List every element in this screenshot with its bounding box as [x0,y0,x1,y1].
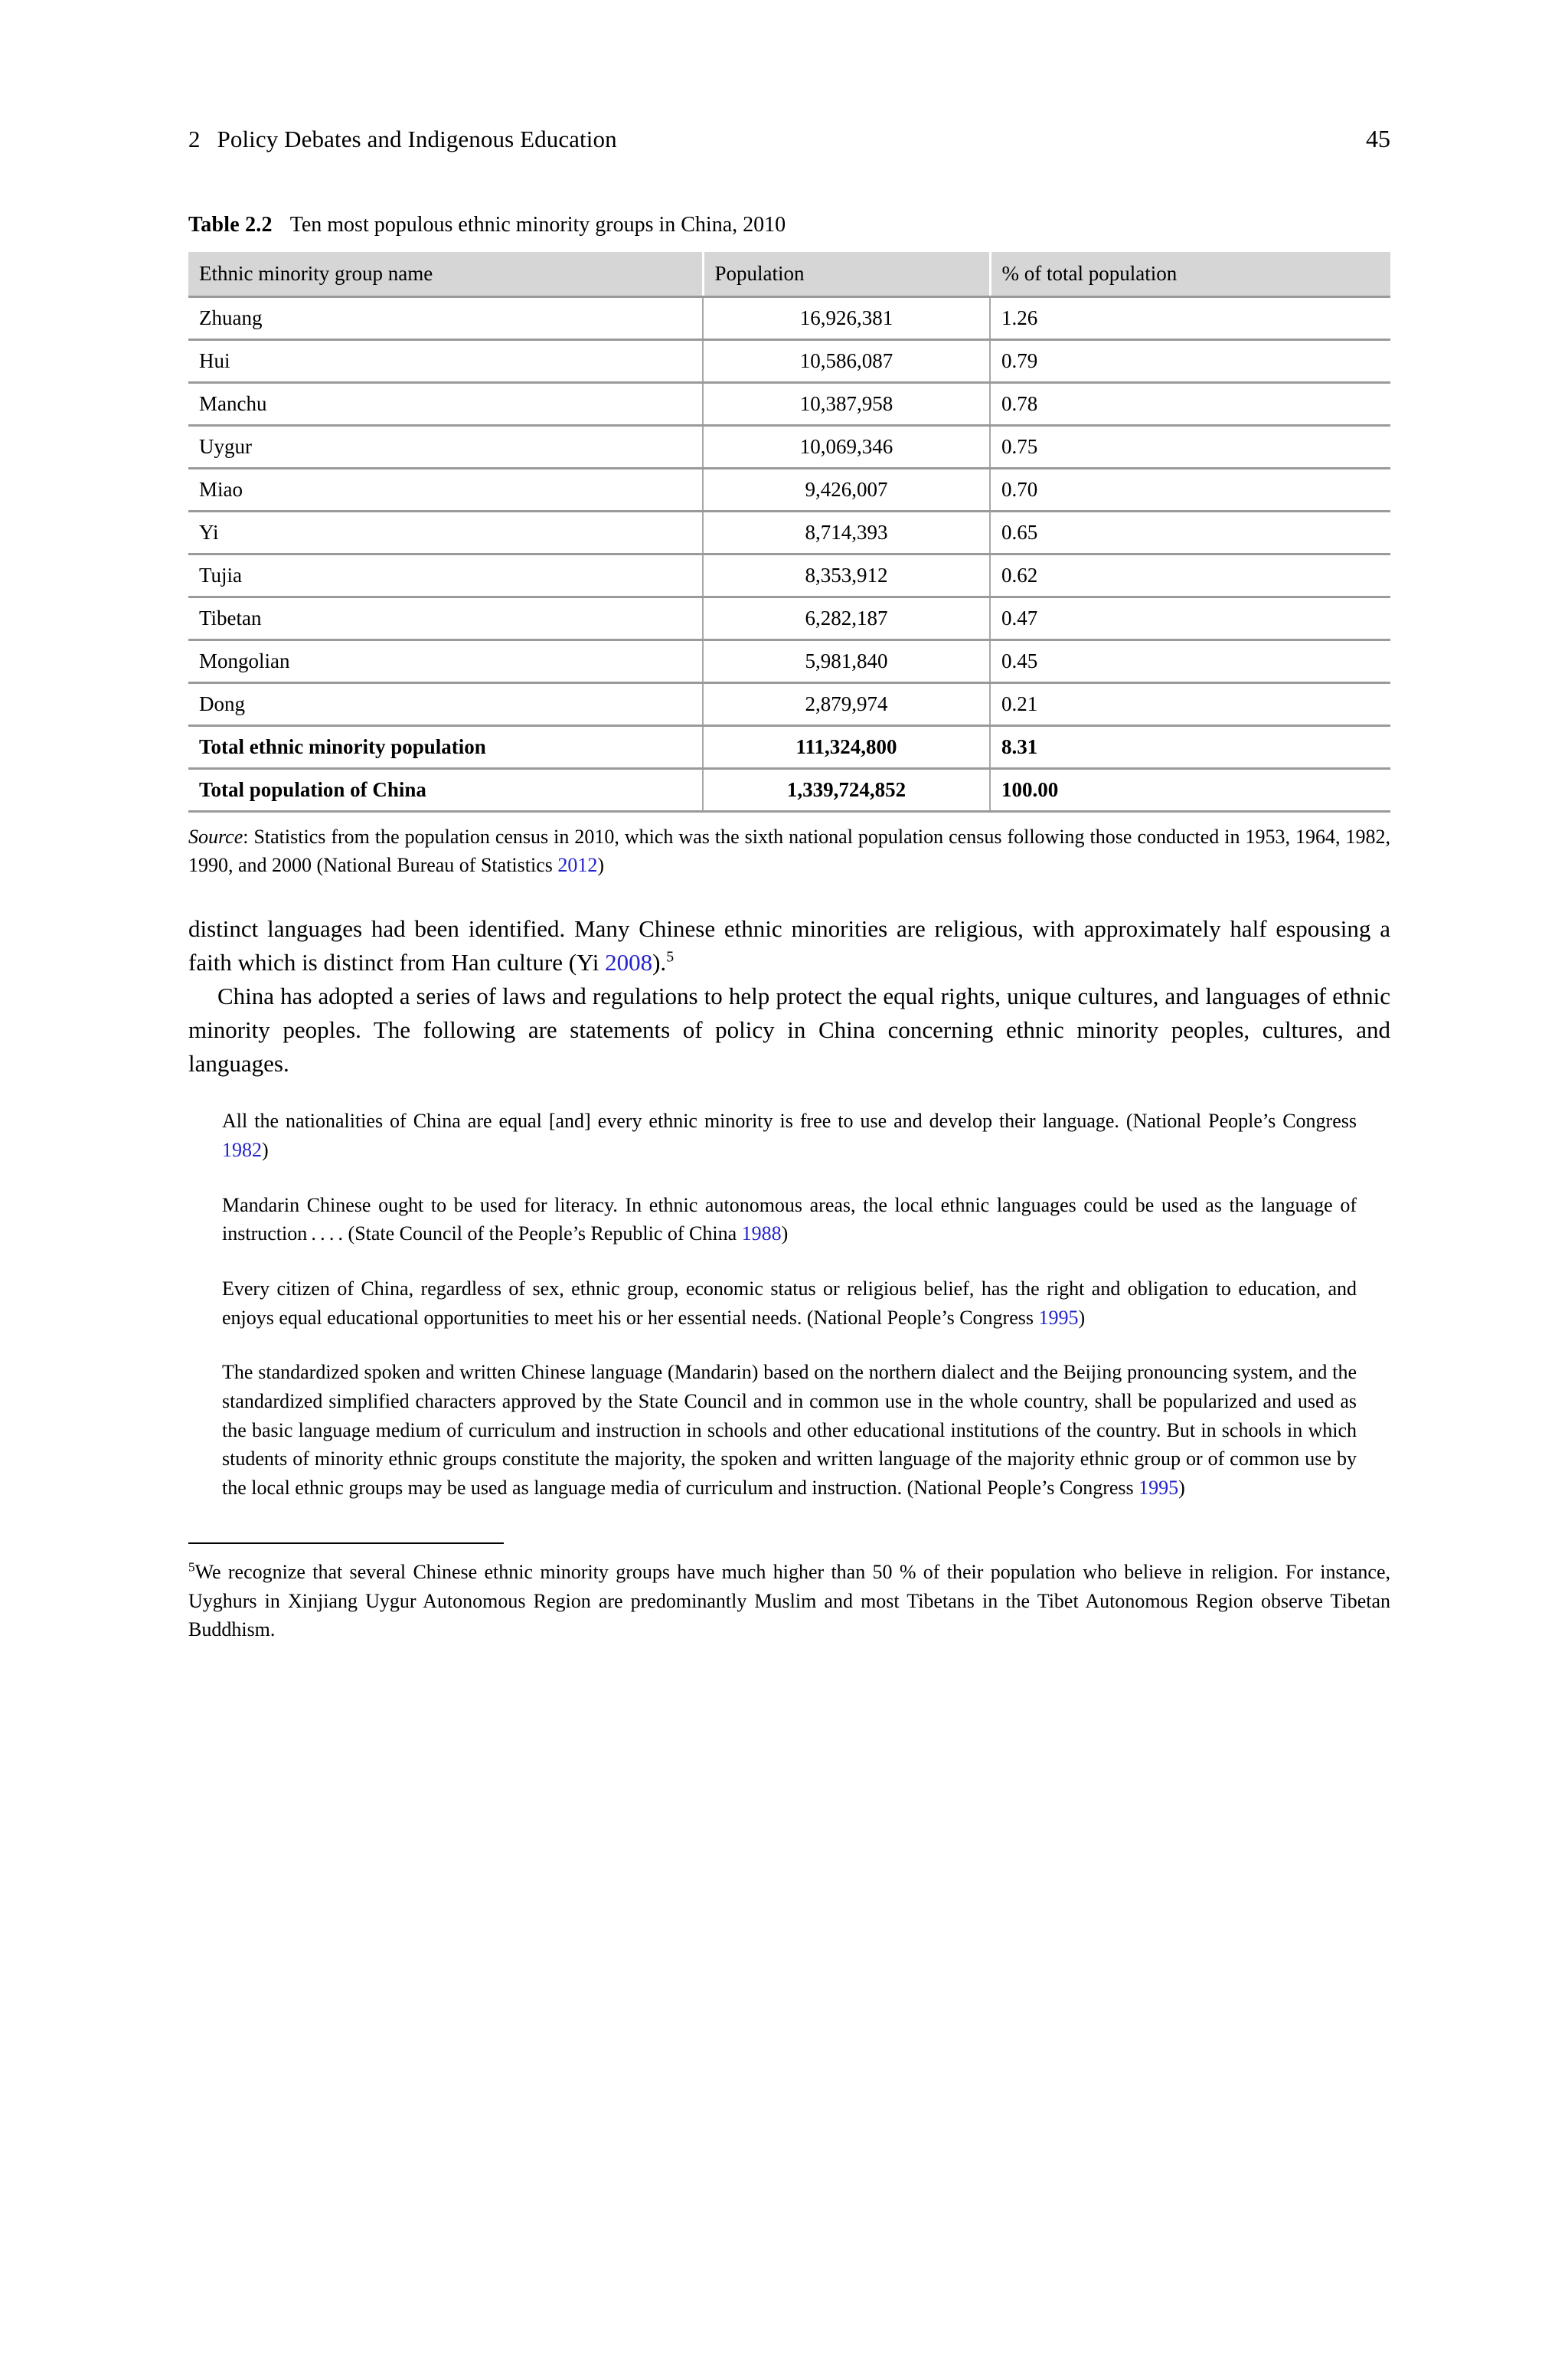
cell-group-name: Manchu [188,383,703,426]
page-number: 45 [1366,125,1390,152]
cell-percent: 8.31 [990,726,1390,769]
cell-population: 10,586,087 [703,340,990,383]
footnote-marker-5[interactable]: 5 [666,948,675,966]
quote-3-text-after: ) [1078,1306,1086,1329]
cell-group-name: Tujia [188,554,703,597]
running-head-left [188,125,617,153]
footnote-body-text: We recognize that several Chinese ethnic minority groups have much higher than 50 % of their population who believe in religion. For instance, Uyghurs in Xinjiang Uygur Autonomous Region are predominantly Muslim and most Tibetans in the Tibet Autonomous Region observe Tibetan Buddhism. [188,1560,1390,1641]
citation-link-2012[interactable]: 2012 [557,854,598,877]
cell-group-name: Hui [188,340,703,383]
cell-population: 2,879,974 [703,683,990,726]
cell-percent: 0.21 [990,683,1390,726]
running-head-chapter-number: 2 [188,126,201,152]
policy-quote-1 [222,1107,1357,1164]
footnote-number: 5 [188,1559,195,1575]
cell-population: 6,282,187 [703,597,990,640]
policy-quote-2 [222,1191,1357,1248]
cell-population: 9,426,007 [703,469,990,512]
table-row [188,469,1390,512]
cell-group-name: Miao [188,469,703,512]
table-row [188,426,1390,469]
cell-group-name: Zhuang [188,297,703,340]
table-row [188,297,1390,340]
table-row [188,512,1390,554]
cell-population: 10,069,346 [703,426,990,469]
cell-percent: 0.70 [990,469,1390,512]
footnote-area [188,1542,1390,1644]
table-row [188,597,1390,640]
column-header-group-name: Ethnic minority group name [188,252,703,297]
source-text-after: ) [597,854,605,877]
cell-percent: 0.75 [990,426,1390,469]
cell-percent: 0.47 [990,597,1390,640]
cell-group-name: Dong [188,683,703,726]
table-total-row [188,769,1390,812]
cell-population: 16,926,381 [703,297,990,340]
table-total-row [188,726,1390,769]
cell-percent: 0.65 [990,512,1390,554]
cell-group-name: Tibetan [188,597,703,640]
cell-percent: 0.79 [990,340,1390,383]
cell-population: 1,339,724,852 [703,769,990,812]
table-header-row [188,252,1390,297]
paragraph-1-text-after: ). [652,949,667,976]
cell-population: 10,387,958 [703,383,990,426]
table-row [188,683,1390,726]
footnote-5 [188,1558,1390,1644]
citation-link-2008[interactable]: 2008 [605,949,653,976]
cell-population: 111,324,800 [703,726,990,769]
quote-4-text-after: ) [1178,1477,1185,1500]
cell-population: 5,981,840 [703,640,990,683]
column-header-population: Population [703,252,990,297]
body-paragraph-2: China has adopted a series of laws and regulations to help protect the equal rights, unique cultures, and languages of ethnic minority peoples. The following are statements of policy in China concerning ethnic minority peoples, cultures, and languages. [188,983,1390,1078]
table-caption-text: Ten most populous ethnic minority groups in China, 2010 [289,213,786,237]
body-paragraph-1 [188,912,1390,980]
cell-population: 8,714,393 [703,512,990,554]
table-row [188,554,1390,597]
table-caption [188,211,1390,238]
column-header-percent: % of total population [990,252,1390,297]
table-row [188,640,1390,683]
cell-percent: 0.78 [990,383,1390,426]
running-head-title: Policy Debates and Indigenous Education [217,126,617,152]
table-row [188,383,1390,426]
table-caption-label: Table 2.2 [188,213,273,237]
table-row [188,340,1390,383]
quote-1-text-after: ) [262,1138,269,1161]
source-text-before: : Statistics from the population census in 2010, which was the sixth national population census following those conducted in 1953, 1964, 1982, 1990, and 2000 (National Bureau of Statistics [188,826,1390,877]
cell-group-name: Yi [188,512,703,554]
table-source-note [188,823,1390,880]
paragraph-1-text-before: distinct languages had been identified. Many Chinese ethnic minorities are religious, with approximately half espousing a faith which is distinct from Han culture (Yi [188,915,1390,976]
quote-2-text-after: ) [781,1222,789,1245]
quote-3-text-before: Every citizen of China, regardless of sex, ethnic group, economic status or religious belief, has the right and obligation to education, and enjoys equal educational opportunities to meet his or her essential needs. (National People’s Congress [222,1277,1357,1329]
cell-group-name: Total ethnic minority population [188,726,703,769]
quote-1-text-before: All the nationalities of China are equal [and] every ethnic minority is free to use and develop their language. (National People’s Congress [222,1110,1357,1133]
ethnic-minority-population-table [188,252,1390,813]
table-head [188,252,1390,297]
running-head [188,0,1390,153]
page-content-column [188,0,1390,1644]
citation-link-1995-a[interactable]: 1995 [1038,1306,1079,1329]
cell-percent: 0.62 [990,554,1390,597]
cell-percent: 1.26 [990,297,1390,340]
cell-group-name: Uygur [188,426,703,469]
cell-population: 8,353,912 [703,554,990,597]
citation-link-1982[interactable]: 1982 [222,1138,262,1161]
citation-link-1988[interactable]: 1988 [741,1222,782,1245]
quote-2-text-before: Mandarin Chinese ought to be used for literacy. In ethnic autonomous areas, the local ethnic languages could be used as the language of instruction . . . . (State Council of the People’s Republic of China [222,1193,1357,1245]
table-body [188,297,1390,812]
cell-group-name: Mongolian [188,640,703,683]
source-label: Source [188,826,243,849]
policy-quote-4 [222,1358,1357,1502]
cell-group-name: Total population of China [188,769,703,812]
footnote-separator-rule [188,1542,504,1544]
policy-quote-3 [222,1274,1357,1332]
cell-percent: 100.00 [990,769,1390,812]
quote-4-text-before: The standardized spoken and written Chinese language (Mandarin) based on the northern dialect and the Beijing pronouncing system, and the standardized simplified characters approved by the State Council and in common use in the whole country, shall be popularized and used as the basic language medium of curriculum and instruction in schools and other educational institutions of the country. But in schools in which students of minority ethnic groups constitute the majority, the spoken and written language of the majority ethnic group or of common use by the local ethnic groups may be used as language media of curriculum and instruction. (National People’s Congress [222,1361,1357,1500]
cell-percent: 0.45 [990,640,1390,683]
citation-link-1995-b[interactable]: 1995 [1138,1477,1179,1500]
